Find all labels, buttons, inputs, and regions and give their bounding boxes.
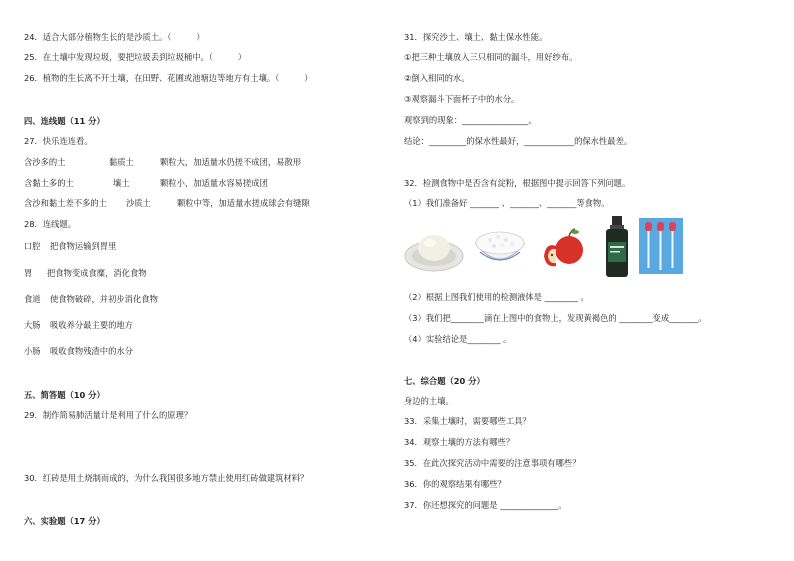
q28-function: 把食物运输到胃里 xyxy=(50,241,117,251)
q31-observation: 观察到的现象：________________。 xyxy=(404,115,537,125)
question-33: 33．采集土壤时，需要哪些工具？ xyxy=(404,416,531,426)
q32-part-4: （4）实验结论是________ 。 xyxy=(404,334,512,344)
iodine-bottle-image xyxy=(604,216,630,278)
apple-image xyxy=(538,226,588,272)
q28-function: 把食物变成食糜，消化食物 xyxy=(47,268,147,278)
q32-part-1: （1）我们准备好 _______ 、_______、_______等食物。 xyxy=(404,198,610,208)
question-36: 36．你的观察结果有哪些？ xyxy=(404,479,506,489)
q28-organ: 口腔 xyxy=(24,241,41,251)
q27-right-item: 颗粒中等，加适量水搓成球会有缝隙 xyxy=(177,198,310,208)
question-37: 37．你还想探究的问题是 ______________。 xyxy=(404,500,567,510)
q27-left-item: 含沙和黏土差不多的土 xyxy=(24,198,107,208)
q27-right-item: 颗粒大，加适量水仍搓不成团，易散形 xyxy=(160,157,302,167)
q31-conclusion: 结论：_________的保水性最好，____________的保水性最差。 xyxy=(404,136,633,146)
q31-step-2: ②倒入相同的水。 xyxy=(404,73,470,83)
steamed-bun-image xyxy=(404,226,464,272)
food-images xyxy=(404,216,684,276)
section-5-heading: 五、简答题（10 分） xyxy=(24,390,105,400)
q27-right-item: 颗粒小，加适量水容易搓成团 xyxy=(160,178,268,188)
question-35: 35．在此次探究活动中需要的注意事项有哪些？ xyxy=(404,458,581,468)
question-28: 28．连线题。 xyxy=(24,219,77,229)
question-29: 29．制作简易肺活量计是利用了什么的原理？ xyxy=(24,410,193,420)
q27-middle-item: 壤土 xyxy=(113,178,130,188)
q31-step-3: ③观察漏斗下面杯子中的水分。 xyxy=(404,94,520,104)
q32-part-3: （3）我们把________滴在上图中的食物上，发现黄褐色的 ________变成_______。 xyxy=(404,313,707,323)
rice-bowl-image xyxy=(472,222,528,272)
q31-step-1: ①把三种土壤放入三只相同的漏斗，用好纱布。 xyxy=(404,52,578,62)
q28-organ: 胃 xyxy=(24,268,33,278)
question-25: 25．在土壤中发现垃圾，要把垃圾丢到垃圾桶中。（ ） xyxy=(24,52,247,62)
q28-organ: 食道 xyxy=(24,294,41,304)
question-27: 27．快乐连连看。 xyxy=(24,136,93,146)
q28-function: 吸收食物残渣中的水分 xyxy=(50,346,133,356)
question-30: 30．红砖是用土烧制而成的，为什么我国很多地方禁止使用红砖做建筑材料？ xyxy=(24,473,309,483)
q27-left-item: 含沙多的土 xyxy=(24,157,66,167)
q28-function: 吸收养分最主要的地方 xyxy=(50,320,133,330)
question-34: 34．观察土壤的方法有哪些？ xyxy=(404,437,515,447)
section-7-intro: 身边的土壤。 xyxy=(404,396,454,406)
dropper-image xyxy=(639,218,683,274)
q28-organ: 小肠 xyxy=(24,346,41,356)
section-6-heading: 六、实验题（17 分） xyxy=(24,516,105,526)
q28-organ: 大肠 xyxy=(24,320,41,330)
section-4-heading: 四、连线题（11 分） xyxy=(24,116,105,126)
q28-function: 使食物破碎，并初步消化食物 xyxy=(50,294,158,304)
section-7-heading: 七、综合题（20 分） xyxy=(404,376,485,386)
q27-middle-item: 黏质土 xyxy=(109,157,134,167)
question-31: 31．探究沙土、壤土、黏土保水性能。 xyxy=(404,32,548,42)
question-26: 26．植物的生长离不开土壤，在田野、花圃或池塘边等地方有土壤。（ ） xyxy=(24,73,313,83)
question-32: 32．检测食物中是否含有淀粉，根据图中提示回答下列问题。 xyxy=(404,178,631,188)
q27-middle-item: 沙质土 xyxy=(126,198,151,208)
q32-part-2: （2）根据上图我们使用的检测液体是 ________ 。 xyxy=(404,292,589,302)
question-24: 24．适合大部分植物生长的是沙质土。（ ） xyxy=(24,32,205,42)
q27-left-item: 含黏土多的土 xyxy=(24,178,74,188)
